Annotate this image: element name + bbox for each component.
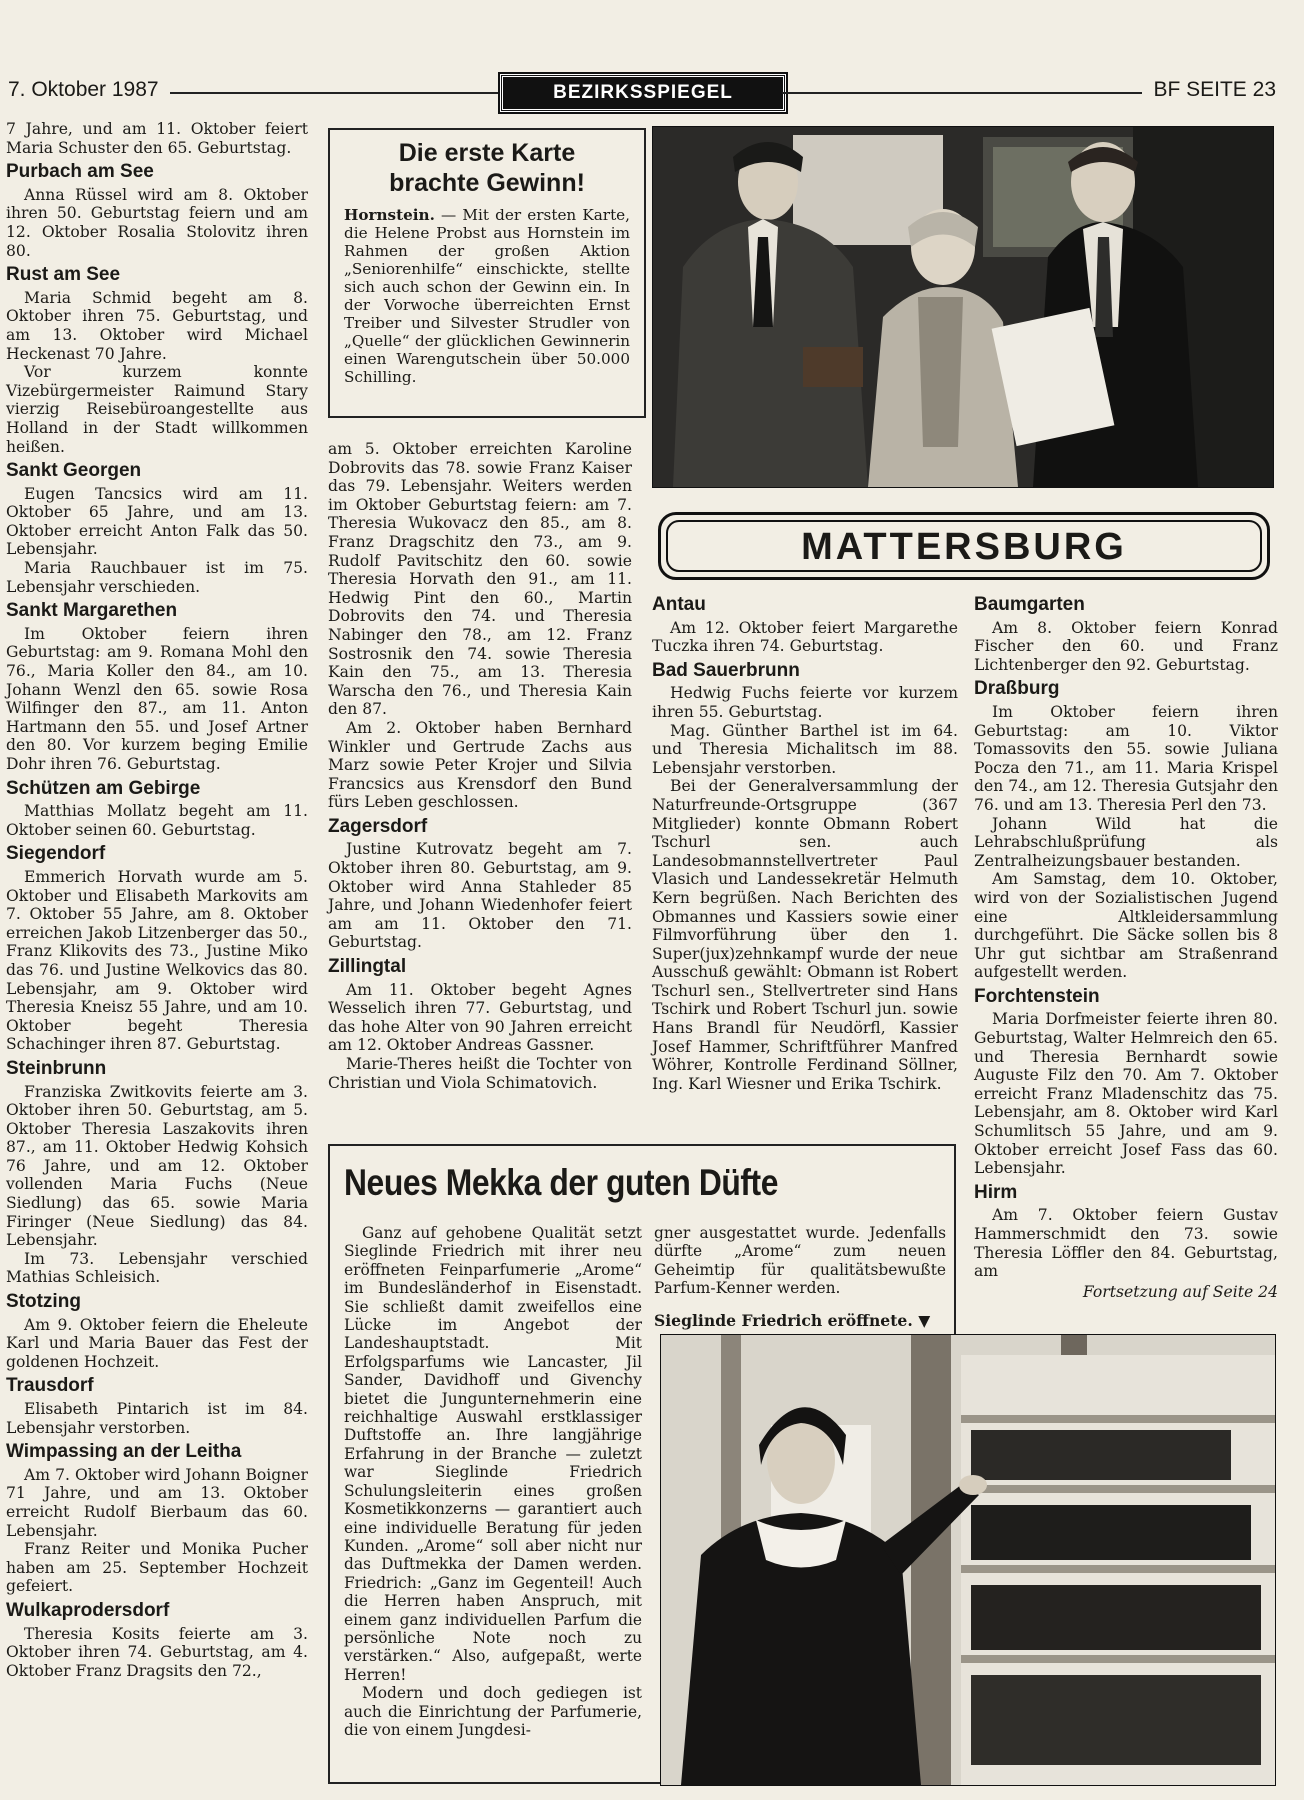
paragraph: Marie-Theres heißt die Tochter von Christian und Viola Schimatovich.: [328, 1055, 632, 1092]
paragraph: Am 7. Oktober wird Johann Boigner 71 Jahre, und am 13. Oktober erreicht Rudolf Bierbaum das 60. Lebensjahr.: [6, 1465, 308, 1540]
column-2: [328, 440, 632, 1092]
place-heading: Zillingtal: [328, 956, 407, 978]
article-column-a: [344, 1224, 642, 1739]
paragraph: Johann Wild hat die Lehrabschlußprüfung als Zentralheizungsbauer bestanden.: [974, 814, 1278, 870]
paragraph: Im Oktober feiern ihren Geburtstag: am 10. Viktor Tomassovits den 55. sowie Juliana Pocza den 71., am 11. Maria Krispel den 74., am 12. Theresia Gutsjahr den 76. und am 13. Theresia Perl den 73.: [974, 702, 1278, 814]
issue-date: 7. Oktober 1987: [8, 78, 159, 101]
place-heading: Wulkaprodersdorf: [6, 1599, 170, 1621]
district-banner: [658, 512, 1270, 580]
district-title: MATTERSBURG: [666, 520, 1262, 572]
place-heading: Purbach am See: [6, 161, 154, 183]
article-text: — Mit der ersten Karte, die Helene Probst aus Hornstein im Rahmen der großen Aktion „Seniorenhilfe“ einschickte, stellte sich auch schon der Gewinn ein. In der Vorwoche überreichten Ernst Treiber und Silvester Strudler von „Quelle“ der glücklichen Gewinnerin einen Warengutschein über 50.000 Schilling.: [344, 206, 630, 386]
paragraph: Am 9. Oktober feiern die Eheleute Karl und Maria Bauer das Fest der goldenen Hochzeit.: [6, 1315, 308, 1371]
place-heading: Sankt Margarethen: [6, 600, 178, 622]
place-heading: Siegendorf: [6, 843, 106, 865]
photo-perfumery-image: [661, 1335, 1275, 1785]
headline-line-1: Die erste Karte: [398, 139, 576, 167]
column-1: [6, 120, 308, 1680]
paragraph: Maria Schmid begeht am 8. Oktober ihren 75. Geburtstag, und am 13. Oktober wird Michael Heckenast 70 Jahre.: [6, 288, 308, 363]
place-heading: Sankt Georgen: [6, 460, 142, 482]
paragraph: Modern und doch gediegen ist auch die Einrichtung der Parfumerie, die von einem Jungdesi-: [344, 1684, 642, 1739]
article-body: [344, 206, 630, 386]
paragraph: Theresia Kosits feierte am 3. Oktober ihren 74. Geburtstag, am 4. Oktober Franz Dragsits den 72.,: [6, 1624, 308, 1680]
place-heading: Trausdorf: [6, 1375, 94, 1397]
photo-prize-handover: [652, 126, 1274, 488]
place-heading: Draßburg: [974, 678, 1060, 700]
column-3: [652, 596, 958, 1093]
paragraph: Am 7. Oktober feiern Gustav Hammerschmidt den 73. sowie Theresia Löffler den 84. Geburtstag, am: [974, 1206, 1278, 1281]
place-heading: Zagersdorf: [328, 815, 428, 837]
dateline: Hornstein.: [344, 206, 435, 224]
continuation-note: Fortsetzung auf Seite 24: [1082, 1282, 1278, 1301]
place-heading: Baumgarten: [974, 594, 1085, 615]
paragraph: Maria Dorfmeister feierte ihren 80. Geburtstag, Walter Helmreich den 65. und Theresia Bernhardt sowie Auguste Filz den 70. Am 7. Oktober erreicht Franz Mladenschitz das 75. Lebensjahr, am 8. Oktober wird Karl Schumlitsch 55 Jahre, und am 9. Oktober erreicht Josef Fass das 60. Lebensjahr.: [974, 1010, 1278, 1178]
paragraph: Hedwig Fuchs feierte vor kurzem ihren 55. Geburtstag.: [652, 684, 958, 721]
paragraph: Elisabeth Pintarich ist im 84. Lebensjahr verstorben.: [6, 1400, 308, 1437]
place-heading: Hirm: [974, 1181, 1018, 1203]
paragraph: Am Samstag, dem 10. Oktober, wird von der Sozialistischen Jugend eine Altkleidersammlung durchgeführt. Die Säcke sollen bis 8 Uhr gut sichtbar am Straßenrand aufgestellt werden.: [974, 870, 1278, 982]
page-number: BF SEITE 23: [1153, 78, 1276, 101]
paragraph: Im Oktober feiern ihren Geburtstag: am 9. Romana Mohl den 76., Maria Koller den 84., am 10. Johann Wenzl den 65. sowie Rosa Wilfinger den 87., am 11. Anton Hartmann den 55. und Josef Artner den 80. Vor kurzem beging Emilie Dohr ihren 76. Geburtstag.: [6, 624, 308, 773]
paragraph: gner ausgestattet wurde. Jedenfalls dürfte „Arome“ zum neuen Geheimtip für qualitätsbewußte Parfum-Kenner werden.: [654, 1224, 946, 1298]
article-column-b: [654, 1224, 946, 1330]
place-heading: Rust am See: [6, 264, 121, 286]
paragraph: Mag. Günther Barthel ist im 64. und Theresia Michalitsch im 88. Lebensjahr verstorben.: [652, 721, 958, 777]
article-headline: [344, 138, 630, 198]
place-heading: Bad Sauerbrunn: [652, 659, 800, 681]
place-heading: Antau: [652, 594, 706, 615]
paragraph: 7 Jahre, und am 11. Oktober feiert Maria Schuster den 65. Geburtstag.: [6, 120, 308, 157]
headline-line-2: brachte Gewinn!: [389, 169, 585, 197]
header-rule-right: [782, 92, 1142, 94]
paragraph: Anna Rüssel wird am 8. Oktober ihren 50. Geburtstag feiern und am 12. Oktober Rosalia Stolovitz ihren 80.: [6, 185, 308, 260]
photo-caption: Sieglinde Friedrich eröffnete. ▼: [654, 1310, 931, 1330]
paragraph: Am 8. Oktober feiern Konrad Fischer den 60. und Franz Lichtenberger den 92. Geburtstag.: [974, 618, 1278, 674]
place-heading: Stotzing: [6, 1291, 81, 1313]
paragraph: Am 2. Oktober haben Bernhard Winkler und Gertrude Zachs aus Marz sowie Peter Krojer und Silvia Francsics aus Krensdorf den Bund fürs Leben geschlossen.: [328, 718, 632, 812]
column-4: [974, 596, 1278, 1301]
paragraph: Franziska Zwitkovits feierte am 3. Oktober ihren 50. Geburtstag, am 5. Oktober Theresia Laszakovits ihren 87., am 11. Oktober Hedwig Kohsich 76 Jahre, und am 12. Oktober vollenden Maria Fuchs (Neue Siedlung) das 65. sowie Maria Firinger (Neue Siedlung) das 84. Lebensjahr.: [6, 1082, 308, 1250]
paragraph: am 5. Oktober erreichten Karoline Dobrovits das 78. sowie Franz Kaiser das 79. Lebensjahr. Weiters werden im Oktober Geburtstag feiern: am 7. Theresia Wukovacz den 85., am 8. Franz Dragschitz den 73., am 9. Rudolf Pavitschitz den 60. sowie Theresia Horvath den 91., am 11. Hedwig Pint den 60., Martin Dobrovits den 74. und Theresia Nabinger den 78., am 12. Franz Sostrosnik den 74. sowie Theresia Kain den 75., am 13. Theresia Warscha den 76., und Theresia Kain den 87.: [328, 440, 632, 719]
section-title: BEZIRKSSPIEGEL: [500, 74, 786, 112]
paragraph: Am 12. Oktober feiert Margarethe Tuczka ihren 74. Geburtstag.: [652, 618, 958, 656]
place-heading: Forchtenstein: [974, 985, 1100, 1007]
article-box-erste-karte: [328, 128, 646, 418]
paragraph: Bei der Generalversammlung der Naturfreunde-Ortsgruppe (367 Mitglieder) konnte Obmann Robert Tschurl sen. auch Landesobmannstellvertreter Paul Vlasich und Landessekretär Helmuth Kern begrüßen. Nach Berichten des Obmannes und Kassiers sowie einer Filmvorführung über den 1. Super(jux)zehnkampf wurde der neue Ausschuß gewählt: Obmann ist Robert Tschurl sen., Stellvertreter sind Hans Tschirk und Robert Tschurl jun. sowie Hans Brandl für Neudörfl, Kassier Josef Hammer, Schriftführer Manfred Wöhrer, Kontrolle Ferdinand Söllner, Ing. Karl Wiesner und Erika Tschirk.: [652, 777, 958, 1093]
paragraph: Maria Rauchbauer ist im 75. Lebensjahr verschieden.: [6, 559, 308, 596]
page-header: [0, 72, 1304, 112]
paragraph: Am 11. Oktober begeht Agnes Wesselich ihren 77. Geburtstag, und das hohe Alter von 90 Jahren erreicht am 12. Oktober Andreas Gassner.: [328, 980, 632, 1055]
paragraph: Emmerich Horvath wurde am 5. Oktober und Elisabeth Markovits am 7. Oktober 55 Jahre, am 8. Oktober erreichen Jakob Litzenberger das 50., Franz Klikovits des 73., Justine Miko das 76. und Justine Welkovics das 80. Lebensjahr, am 9. Oktober wird Theresia Kneisz 55 Jahre, und am 10. Oktober begeht Theresia Schachinger ihren 87. Geburtstag.: [6, 867, 308, 1054]
paragraph: Ganz auf gehobene Qualität setzt Sieglinde Friedrich mit ihrer neu eröffneten Feinparfumerie „Arome“ im Bundesländerhof in Eisenstadt. Sie schließt damit zweifellos eine Lücke im Angebot der Landeshauptstadt. Mit Erfolgsparfums wie Lancaster, Jil Sander, Davidhoff und Givenchy bietet die Jungunternehmerin eine reichhaltige Auswahl erstklassiger Duftstoffe an. Ihre langjährige Erfahrung in der Branche — zuletzt war Sieglinde Friedrich Schulungsleiterin eines großen Kosmetikkonzerns — garantiert auch eine individuelle Beratung für jeden Kunden. „Arome“ soll aber nicht nur das Duftmekka der Damen werden. Friedrich: „Ganz im Gegenteil! Auch die Herren haben Anspruch, mit einem ganz individuellen Parfum die persönliche Note noch zu verstärken.“ Also, aufgepaßt, werte Herren!: [344, 1224, 642, 1684]
paragraph: Franz Reiter und Monika Pucher haben am 25. September Hochzeit gefeiert.: [6, 1540, 308, 1596]
place-heading: Wimpassing an der Leitha: [6, 1441, 242, 1463]
place-heading: Steinbrunn: [6, 1057, 107, 1079]
photo-prize-handover-image: [653, 127, 1273, 487]
photo-perfumery: [660, 1334, 1276, 1786]
paragraph: Eugen Tancsics wird am 11. Oktober 65 Jahre, und am 13. Oktober erreicht Anton Falk das 50. Lebensjahr.: [6, 484, 308, 559]
paragraph: Im 73. Lebensjahr verschied Mathias Schleisich.: [6, 1249, 308, 1287]
paragraph: Vor kurzem konnte Vizebürgermeister Raimund Stary vierzig Reisebüroangestellte aus Holland in der Stadt willkommen heißen.: [6, 363, 308, 456]
place-heading: Schützen am Gebirge: [6, 777, 201, 799]
paragraph: Justine Kutrovatz begeht am 7. Oktober ihren 80. Geburtstag, am 9. Oktober wird Anna Stahleder 85 Jahre, und Johann Wiedenhofer feiert am am 11. Oktober den 71. Geburtstag.: [328, 840, 632, 952]
paragraph: Matthias Mollatz begeht am 11. Oktober seinen 60. Geburtstag.: [6, 802, 308, 839]
header-rule-left: [170, 92, 498, 94]
article-headline: Neues Mekka der guten Düfte: [344, 1162, 778, 1203]
